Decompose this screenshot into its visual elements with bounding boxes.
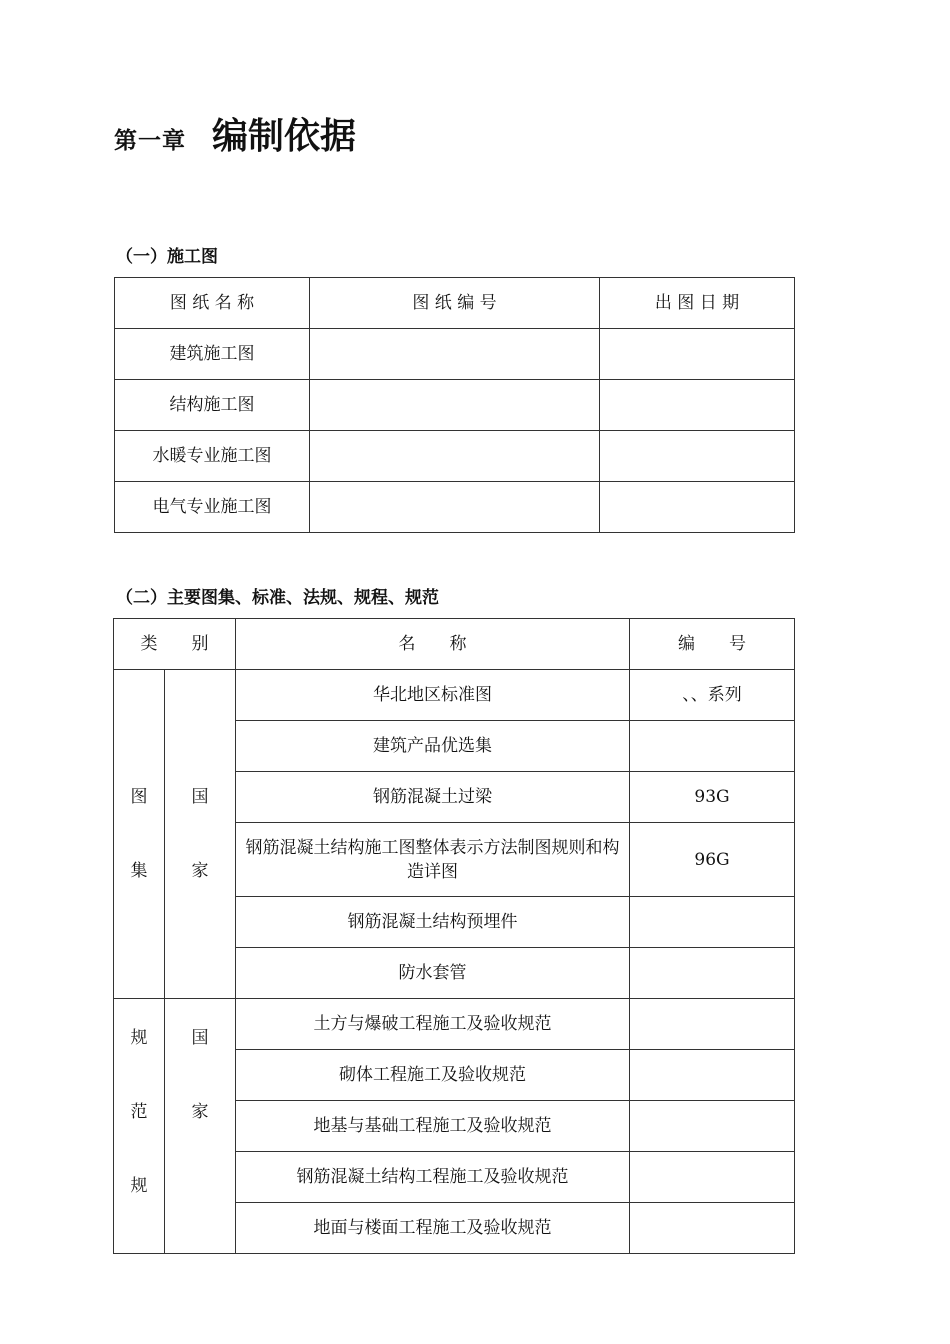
scope-char: 家 (191, 861, 209, 881)
table-row (114, 670, 795, 721)
standard-name: 地基与基础工程施工及验收规范 (236, 1101, 630, 1152)
standard-code (630, 1050, 795, 1101)
drawing-name: 电气专业施工图 (115, 482, 310, 533)
drawing-name: 建筑施工图 (115, 329, 310, 380)
drawing-number (310, 482, 600, 533)
scope-char: 国 (191, 1028, 209, 1048)
header-cell-name: 名 称 (236, 619, 630, 670)
standard-code: 93G (630, 772, 795, 823)
table-row (114, 999, 795, 1050)
header-cell-code: 编 号 (630, 619, 795, 670)
standard-name: 钢筋混凝土结构施工图整体表示方法制图规则和构造详图 (236, 823, 630, 897)
table-header-row (115, 278, 795, 329)
category-char: 图 (130, 787, 148, 807)
standard-code: 、、系列 (630, 670, 795, 721)
category-char: 范 (130, 1102, 148, 1122)
drawing-date (600, 380, 795, 431)
scope-char: 国 (191, 787, 209, 807)
standard-name: 华北地区标准图 (236, 670, 630, 721)
scope-cell-national (165, 999, 236, 1254)
table-header-row (114, 619, 795, 670)
chapter-title: 编制依据 (212, 116, 357, 157)
header-cell: 图 纸 名 称 (115, 278, 310, 329)
standard-name: 建筑产品优选集 (236, 721, 630, 772)
table-row (115, 482, 795, 533)
standard-name: 钢筋混凝土结构预埋件 (236, 897, 630, 948)
standard-code (630, 1203, 795, 1254)
section-heading-standards: （二）主要图集、标准、法规、规程、规范 (116, 588, 439, 608)
chapter-heading (114, 108, 356, 159)
drawing-name: 结构施工图 (115, 380, 310, 431)
section-heading-drawings: （一）施工图 (116, 247, 218, 267)
category-char: 规 (130, 1028, 148, 1048)
standard-code: 96G (630, 823, 795, 897)
scope-char: 家 (191, 1102, 209, 1122)
drawing-number (310, 380, 600, 431)
standard-code (630, 897, 795, 948)
drawing-number (310, 431, 600, 482)
standard-code (630, 999, 795, 1050)
standard-name: 土方与爆破工程施工及验收规范 (236, 999, 630, 1050)
standard-code (630, 1152, 795, 1203)
standard-name: 防水套管 (236, 948, 630, 999)
standard-name: 地面与楼面工程施工及验收规范 (236, 1203, 630, 1254)
header-cell: 出 图 日 期 (600, 278, 795, 329)
table-row (115, 380, 795, 431)
drawings-table (114, 277, 795, 533)
drawing-date (600, 431, 795, 482)
table-row (115, 431, 795, 482)
category-char: 规 (130, 1176, 148, 1196)
drawing-name: 水暖专业施工图 (115, 431, 310, 482)
standard-code (630, 721, 795, 772)
drawing-number (310, 329, 600, 380)
scope-cell-national (165, 670, 236, 999)
standard-code (630, 948, 795, 999)
drawing-date (600, 482, 795, 533)
standard-name: 钢筋混凝土结构工程施工及验收规范 (236, 1152, 630, 1203)
chapter-number: 第一章 (114, 127, 186, 154)
drawing-date (600, 329, 795, 380)
standard-name: 钢筋混凝土过梁 (236, 772, 630, 823)
category-cell-atlas (114, 670, 165, 999)
header-cell: 图 纸 编 号 (310, 278, 600, 329)
category-char: 集 (130, 861, 148, 881)
standard-name: 砌体工程施工及验收规范 (236, 1050, 630, 1101)
standard-code (630, 1101, 795, 1152)
category-cell-specification (114, 999, 165, 1254)
header-cell-category: 类 别 (114, 619, 236, 670)
table-row (115, 329, 795, 380)
standards-table (113, 618, 795, 1254)
